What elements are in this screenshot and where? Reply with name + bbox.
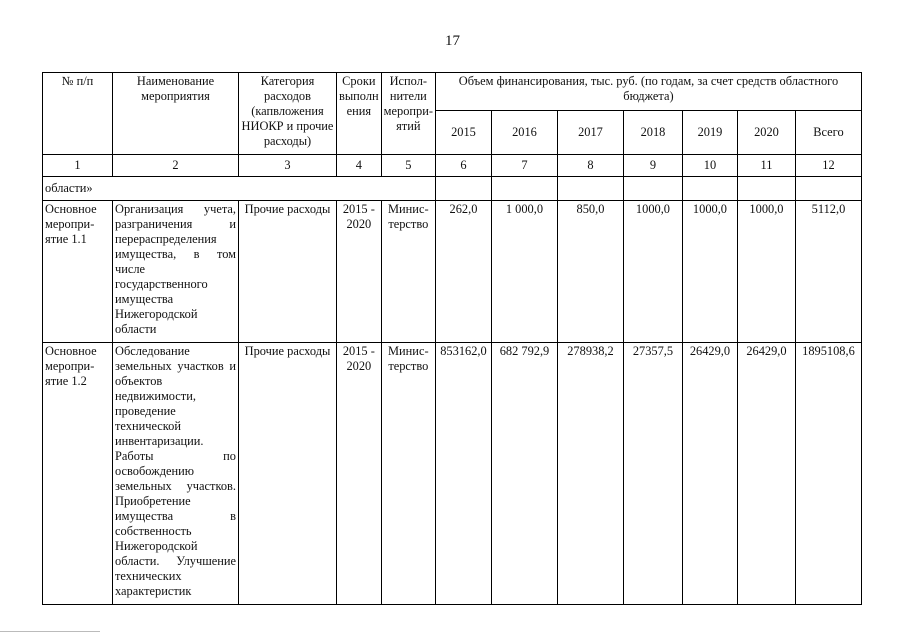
- column-number: 12: [795, 155, 861, 177]
- column-number: 4: [337, 155, 382, 177]
- header-terms: Сроки выполн ения: [337, 73, 382, 155]
- header-category: Категория расходов (капвложения НИОКР и прочие расходы): [239, 73, 337, 155]
- row-value-2019: 1000,0: [682, 201, 737, 343]
- row-value-2020: 1000,0: [737, 201, 795, 343]
- header-executors: Испол- нители меропри- ятий: [381, 73, 435, 155]
- table-row: [43, 201, 862, 343]
- footer-rule: [0, 631, 100, 632]
- row-name: Обследование земельных участков и объектов недвижимости, проведение технической инвентаризации. Работы по освобождению земельных участков. Приобретение имущества в собственность Нижегородской области. Улучшение технических характеристик: [113, 343, 239, 605]
- row-value-2018: 1000,0: [623, 201, 682, 343]
- column-number: 2: [113, 155, 239, 177]
- row-value-2019: 26429,0: [682, 343, 737, 605]
- column-number: 8: [557, 155, 623, 177]
- row-value-2020: 26429,0: [737, 343, 795, 605]
- row-terms: 2015 - 2020: [337, 201, 382, 343]
- row-value-2016: 1 000,0: [491, 201, 557, 343]
- row-value-2018: 27357,5: [623, 343, 682, 605]
- header-year-2018: 2018: [623, 111, 682, 155]
- header-year-2017: 2017: [557, 111, 623, 155]
- header-funding: Объем финансирования, тыс. руб. (по годам, за счет средств областного бюджета): [435, 73, 861, 111]
- column-number: 3: [239, 155, 337, 177]
- header-year-2015: 2015: [435, 111, 491, 155]
- row-executor: Минис- терство: [381, 201, 435, 343]
- column-number: 11: [737, 155, 795, 177]
- header-year-2016: 2016: [491, 111, 557, 155]
- row-name: Организация учета, разграничения и перераспределения имущества, в том числе государственного имущества Нижегородской области: [113, 201, 239, 343]
- row-value-2015: 853162,0: [435, 343, 491, 605]
- page-number: 17: [445, 33, 460, 49]
- header-name: Наименование мероприятия: [113, 73, 239, 155]
- header-num: № п/п: [43, 73, 113, 155]
- row-terms: 2015 - 2020: [337, 343, 382, 605]
- row-number: Основное меропри- ятие 1.1: [43, 201, 113, 343]
- row-number: Основное меропри- ятие 1.2: [43, 343, 113, 605]
- row-value-2015: 262,0: [435, 201, 491, 343]
- row-value-2017: 278938,2: [557, 343, 623, 605]
- header-year-2020: 2020: [737, 111, 795, 155]
- column-number: 6: [435, 155, 491, 177]
- row-category: Прочие расходы: [239, 343, 337, 605]
- header-year-2019: 2019: [682, 111, 737, 155]
- column-number: 9: [623, 155, 682, 177]
- column-number: 10: [682, 155, 737, 177]
- header-total: Всего: [795, 111, 861, 155]
- row-value-total: 5112,0: [795, 201, 861, 343]
- row-value-2016: 682 792,9: [491, 343, 557, 605]
- funding-table: [42, 72, 862, 605]
- row-value-total: 1895108,6: [795, 343, 861, 605]
- column-number: 5: [381, 155, 435, 177]
- row-value-2017: 850,0: [557, 201, 623, 343]
- column-number: 1: [43, 155, 113, 177]
- row-category: Прочие расходы: [239, 201, 337, 343]
- table-row: [43, 343, 862, 605]
- continuation-row: области»: [43, 177, 436, 201]
- column-number: 7: [491, 155, 557, 177]
- row-executor: Минис- терство: [381, 343, 435, 605]
